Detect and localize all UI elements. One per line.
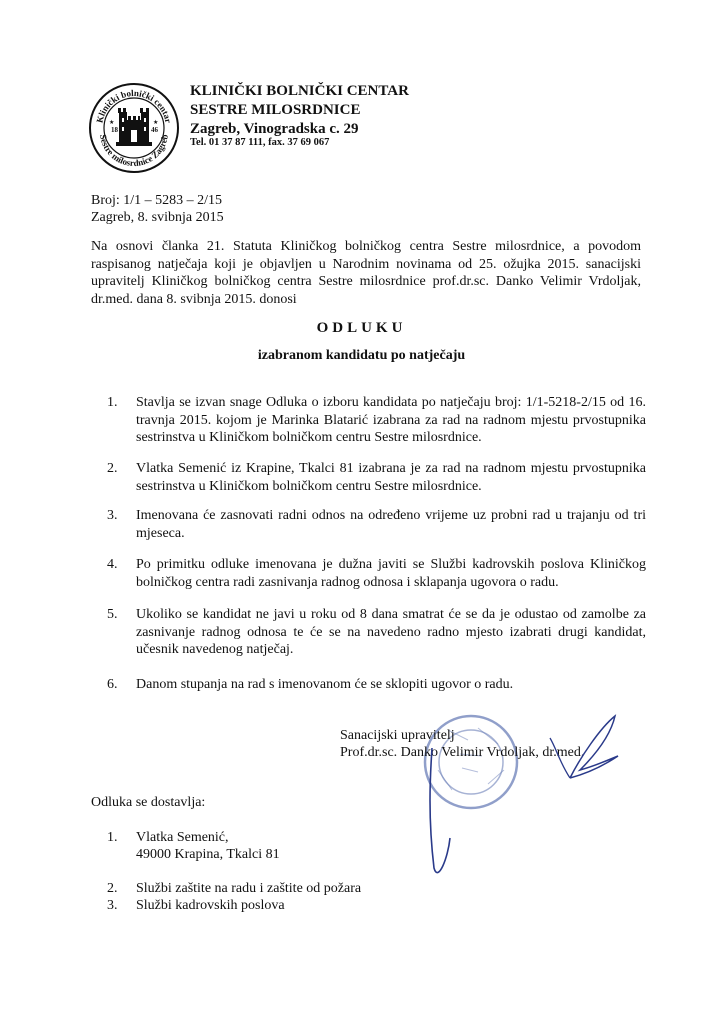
- handwritten-signature: [420, 708, 620, 888]
- list-item-number: 3.: [107, 898, 118, 913]
- list-item-text: Vlatka Semenić,: [136, 830, 229, 845]
- list-item-number: 2.: [107, 881, 118, 896]
- list-item-number: 1.: [107, 395, 118, 410]
- list-item-number: 2.: [107, 461, 118, 476]
- list-item-number: 5.: [107, 607, 118, 622]
- document-date: Zagreb, 8. svibnja 2015: [91, 210, 224, 225]
- list-item-text: Službi zaštite na radu i zaštite od požara: [136, 881, 362, 896]
- svg-text:★: ★: [109, 120, 115, 126]
- document-number: Broj: 1/1 – 5283 – 2/15: [91, 193, 223, 208]
- svg-text:★: ★: [153, 120, 159, 126]
- signatory-name: Prof.dr.sc. Danko Velimir Vrdoljak, dr.med.: [340, 745, 585, 760]
- hospital-seal-logo: [88, 82, 180, 174]
- hospital-contact: Tel. 01 37 87 111, fax. 37 69 067: [190, 137, 330, 148]
- list-item-text: Stavlja se izvan snage Odluka o izboru kandidata po natječaju broj: 1/1-5218-2/15 od 16. travnja 2015. kojom je Marinka Blatarić izabrana za rad na radnom mjestu prvostupnika sestrinstva u Kliničkom bolničkom centru Sestre milosrdnice.: [136, 395, 646, 445]
- intro-paragraph: Na osnovi članka 21. Statuta Kliničkog bolničkog centra Sestre milosrdnice, a povodom raspisanog natječaja koji je objavljen u Narodnim novinama od 25. ožujka 2015. sanacijski upravitelj Kliničkog bolničkog centra Sestre milosrdnice prof.dr.sc. Danko Velimir Vrdoljak, dr.med. dana 8. svibnja 2015. donosi: [91, 239, 641, 307]
- seal-year-right: 46: [151, 126, 158, 134]
- list-item-text: Po primitku odluke imenovana je dužna javiti se Službi kadrovskih poslova Kliničkog bolničkog centra radi zasnivanja radnog odnosa i sklapanja ugovora o radu.: [136, 557, 646, 590]
- svg-text:Sestre milosrdnice Zagreb: Sestre milosrdnice Zagreb: [98, 133, 170, 169]
- list-item-text: Ukoliko se kandidat ne javi u roku od 8 dana smatrat će se da je odustao od zamolbe za zasnivanje radnog odnosa te će se na navedeno radno mjesto izabrati drugi kandidat, učesnik navedenog natječaj.: [136, 607, 646, 657]
- list-item-text: Danom stupanja na rad s imenovanom će se sklopiti ugovor o radu.: [136, 677, 514, 692]
- document-subtitle: izabranom kandidatu po natječaju: [257, 348, 466, 363]
- list-item-text: Imenovana će zasnovati radni odnos na određeno vrijeme uz probni rad u trajanju od tri mjeseca.: [136, 508, 646, 541]
- list-item-text: Službi kadrovskih poslova: [136, 898, 285, 913]
- svg-text:Klinički bolnički centar: Klinički bolnički centar: [94, 87, 174, 124]
- list-item-number: 6.: [107, 677, 118, 692]
- document-title: ODLUKU: [316, 320, 407, 336]
- signatory-role: Sanacijski upravitelj: [340, 728, 455, 743]
- distribution-heading: Odluka se dostavlja:: [91, 795, 206, 810]
- seal-year-left: 18: [111, 126, 118, 134]
- list-item-text: 49000 Krapina, Tkalci 81: [136, 847, 280, 862]
- hospital-name: KLINIČKI BOLNIČKI CENTAR: [190, 83, 409, 99]
- list-item-number: 3.: [107, 508, 118, 523]
- list-item-text: Vlatka Semenić iz Krapine, Tkalci 81 izabrana je za rad na radnom mjestu prvostupnika sestrinstva u Kliničkom bolničkom centru Sestre milosrdnice.: [136, 461, 646, 494]
- list-item-number: 1.: [107, 830, 118, 845]
- hospital-name-line2: SESTRE MILOSRDNICE: [190, 102, 361, 118]
- list-item-number: 4.: [107, 557, 118, 572]
- hospital-address: Zagreb, Vinogradska c. 29: [190, 121, 359, 137]
